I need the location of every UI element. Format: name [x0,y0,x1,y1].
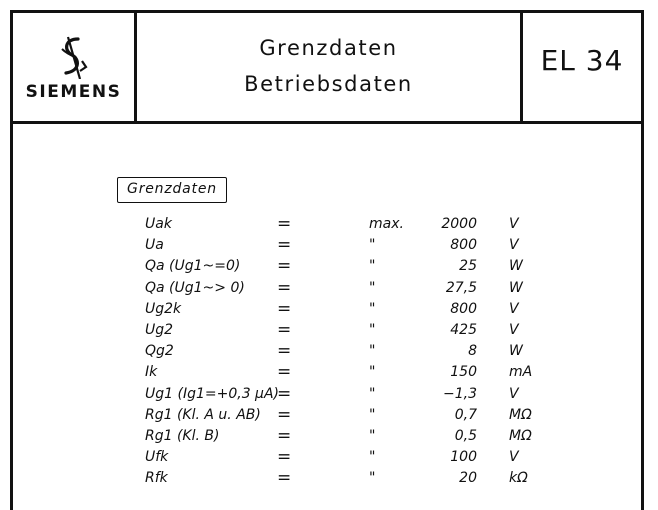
row-value: 100 [450,449,477,466]
row-unit: W [509,343,523,360]
title-cell [137,13,523,121]
row-symbol: Rfk [145,470,168,487]
row-qualifier: " [369,279,376,296]
logo-cell [13,13,137,121]
row-value: 425 [450,321,477,338]
logo-wordmark: SIEMENS [25,82,122,102]
row-equals: = [277,214,292,234]
limits-table [13,215,641,490]
row-symbol: Ik [145,364,158,381]
row-value: 800 [450,237,477,254]
siemens-logo-icon [56,35,90,79]
table-row [13,215,641,236]
row-qualifier: " [369,364,376,381]
section-title-box: Grenzdaten [117,177,227,203]
row-value: 0,7 [454,406,477,423]
row-qualifier: " [369,300,376,317]
row-equals: = [277,341,292,362]
table-row [13,236,641,257]
row-symbol: Qa (Ug1~=0) [145,258,241,275]
table-row [13,257,641,278]
row-symbol: Ug1 (Ig1=+0,3 µA) [145,385,279,402]
row-qualifier: " [369,449,376,466]
table-row [13,300,641,321]
row-unit: V [509,300,519,317]
row-qualifier: " [369,427,376,444]
table-row [13,279,641,300]
page-subtitle: Betriebsdaten [244,72,413,96]
row-qualifier: max. [369,216,404,232]
row-value: 800 [450,300,477,317]
tube-type-label: EL 34 [540,44,624,77]
row-qualifier: " [369,343,376,360]
row-equals: = [277,425,292,446]
row-value: 8 [468,343,477,360]
row-symbol: Rg1 (Kl. A u. AB) [145,406,261,423]
row-equals: = [277,277,292,298]
table-row [13,342,641,363]
row-unit: MΩ [509,406,532,423]
table-row [13,406,641,427]
page-title: Grenzdaten [259,36,398,60]
row-value: 27,5 [445,279,477,296]
row-unit: V [509,237,519,254]
table-row [13,385,641,406]
row-symbol: Ug2k [145,300,182,317]
row-value: 2000 [441,216,477,232]
row-unit: W [509,258,523,275]
row-symbol: Ufk [145,449,169,466]
row-qualifier: " [369,385,376,402]
row-unit: V [509,385,519,402]
table-row [13,469,641,490]
row-symbol: Ug2 [145,321,174,338]
row-value: 0,5 [454,427,477,444]
row-symbol: Uak [145,216,172,232]
row-equals: = [277,298,292,319]
row-unit: V [509,216,519,232]
row-unit: mA [509,364,533,381]
row-qualifier: " [369,258,376,275]
row-unit: W [509,279,523,296]
row-equals: = [277,447,292,468]
row-qualifier: " [369,237,376,254]
row-equals: = [277,256,292,277]
row-equals: = [277,319,292,340]
header-table [13,13,641,124]
datasheet-page [10,10,644,510]
row-unit: MΩ [509,427,532,444]
row-equals: = [277,468,292,489]
table-row [13,427,641,448]
row-qualifier: " [369,321,376,338]
table-row [13,363,641,384]
table-row [13,321,641,342]
row-equals: = [277,362,292,383]
row-equals: = [277,235,292,256]
row-unit: V [509,321,519,338]
row-qualifier: " [369,406,376,423]
row-equals: = [277,404,292,425]
row-unit: kΩ [509,470,528,487]
row-value: 20 [459,470,477,487]
row-value: 25 [459,258,477,275]
row-symbol: Ua [145,237,164,254]
row-unit: V [509,449,519,466]
type-cell [523,13,641,121]
row-value: 150 [450,364,477,381]
row-symbol: Qa (Ug1~> 0) [145,279,245,296]
row-equals: = [277,383,292,404]
row-value: −1,3 [443,385,477,402]
row-symbol: Qg2 [145,343,174,360]
table-row [13,448,641,469]
row-qualifier: " [369,470,376,487]
row-symbol: Rg1 (Kl. B) [145,427,220,444]
